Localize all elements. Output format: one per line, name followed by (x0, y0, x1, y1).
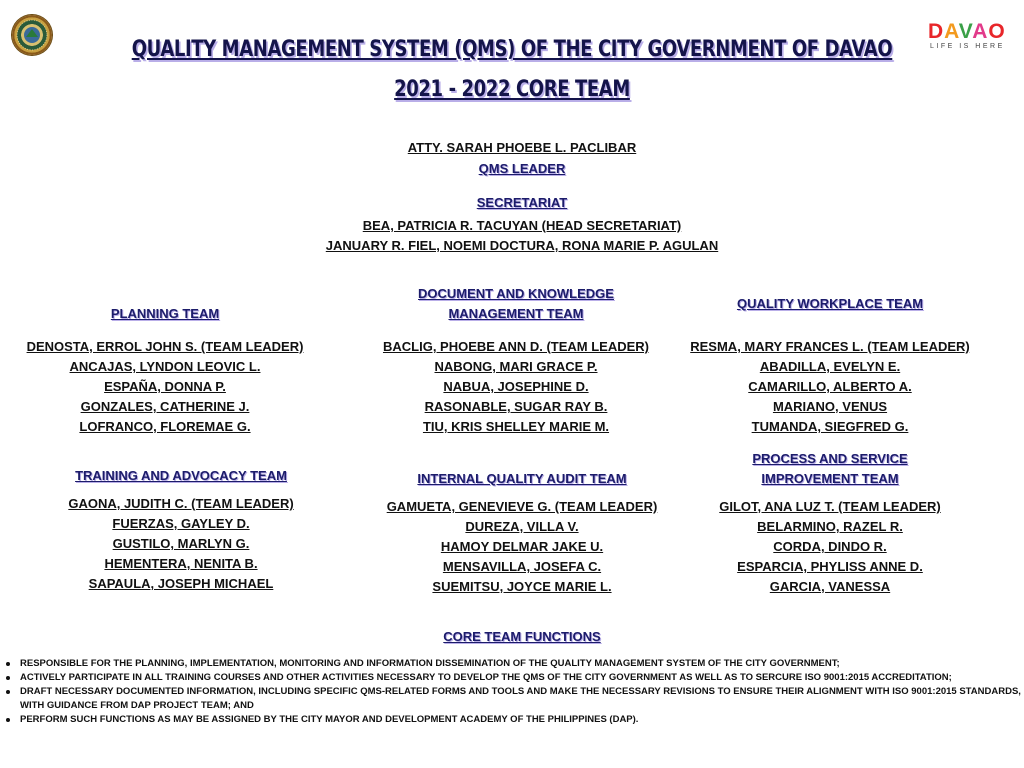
team-member: GILOT, ANA LUZ T. (TEAM LEADER) (719, 499, 941, 514)
function-text: RESPONSIBLE FOR THE PLANNING, IMPLEMENTATION, MONITORING AND INFORMATION DISSEMINATION OF THE QUALITY MANAGEMENT SYSTEM OF THE CITY GOVERNMENT; (20, 658, 840, 669)
team-member: HAMOY DELMAR JAKE U. (440, 539, 604, 554)
team-member: ABADILLA, EVELYN E. (759, 359, 901, 374)
secretariat-line-2: JANUARY R. FIEL, NOEMI DOCTURA, RONA MARIE P. AGULAN (325, 238, 719, 253)
team-heading: TRAINING AND ADVOCACY TEAM (75, 468, 287, 483)
quality-workplace-team (660, 294, 1000, 437)
team-heading: MANAGEMENT TEAM (448, 306, 584, 321)
bullet-icon (6, 690, 10, 694)
team-member: NABUA, JOSEPHINE D. (443, 379, 589, 394)
team-member: LOFRANCO, FLOREMAE G. (79, 419, 251, 434)
list-item (20, 657, 1024, 671)
team-member: DENOSTA, ERROL JOHN S. (TEAM LEADER) (26, 339, 304, 354)
secretariat-line-1: BEA, PATRICIA R. TACUYAN (HEAD SECRETARIAT) (362, 218, 682, 233)
bullet-icon (6, 718, 10, 722)
secretariat-heading: SECRETARIAT (476, 195, 568, 210)
logo-tagline: LIFE IS HERE (930, 43, 1005, 50)
bullet-icon (6, 676, 10, 680)
team-member: CORDA, DINDO R. (773, 539, 887, 554)
team-heading: PLANNING TEAM (110, 306, 220, 321)
team-member: RASONABLE, SUGAR RAY B. (424, 399, 608, 414)
qms-leader-name: ATTY. SARAH PHOEBE L. PACLIBAR (407, 140, 637, 155)
team-member: MARIANO, VENUS (772, 399, 888, 414)
team-member: ANCAJAS, LYNDON LEOVIC L. (69, 359, 261, 374)
team-heading: PROCESS AND SERVICE (752, 451, 908, 466)
team-member: MENSAVILLA, JOSEFA C. (442, 559, 602, 574)
functions-heading: CORE TEAM FUNCTIONS (443, 629, 601, 644)
team-member: TIU, KRIS SHELLEY MARIE M. (422, 419, 610, 434)
team-member: BACLIG, PHOEBE ANN D. (TEAM LEADER) (382, 339, 650, 354)
training-advocacy-team (11, 466, 351, 594)
team-member: CAMARILLO, ALBERTO A. (748, 379, 912, 394)
team-heading: IMPROVEMENT TEAM (761, 471, 899, 486)
logo-wordmark: DAVAO (928, 20, 1006, 43)
document-knowledge-team (346, 284, 686, 437)
team-member: ESPARCIA, PHYLISS ANNE D. (737, 559, 923, 574)
process-service-improvement-team (660, 449, 1000, 597)
team-member: SAPAULA, JOSEPH MICHAEL (88, 576, 274, 591)
list-item (20, 671, 1024, 685)
team-heading: INTERNAL QUALITY AUDIT TEAM (417, 471, 627, 486)
function-text: ACTIVELY PARTICIPATE IN ALL TRAINING COURSES AND OTHER ACTIVITIES NECESSARY TO DEVELOP THE QMS OF THE CITY GOVERNMENT AS WELL AS TO SERCURE ISO 9001:2015 ACCREDITATION; (20, 672, 952, 683)
list-item (20, 713, 1024, 727)
team-member: ESPAÑA, DONNA P. (104, 379, 226, 394)
team-member: FUERZAS, GAYLEY D. (112, 516, 250, 531)
bullet-icon (6, 662, 10, 666)
functions-list (6, 657, 1024, 727)
team-member: GARCIA, VANESSA (769, 579, 891, 594)
team-member: GUSTILO, MARLYN G. (112, 536, 250, 551)
planning-team (0, 304, 335, 437)
team-member: GAONA, JUDITH C. (TEAM LEADER) (68, 496, 294, 511)
team-member: BELARMINO, RAZEL R. (757, 519, 903, 534)
team-member: GONZALES, CATHERINE J. (80, 399, 250, 414)
team-member: RESMA, MARY FRANCES L. (TEAM LEADER) (690, 339, 970, 354)
davao-brand-logo (928, 21, 1014, 55)
list-item (20, 685, 1024, 713)
team-member: GAMUETA, GENEVIEVE G. (TEAM LEADER) (386, 499, 658, 514)
team-member: SUEMITSU, JOYCE MARIE L. (432, 579, 612, 594)
team-heading: DOCUMENT AND KNOWLEDGE (418, 286, 614, 301)
page-subtitle: 2021 - 2022 CORE TEAM (394, 77, 630, 102)
internal-quality-audit-team (352, 469, 692, 597)
function-text: DRAFT NECESSARY DOCUMENTED INFORMATION, INCLUDING SPECIFIC QMS-RELATED FORMS AND TOOLS AND MAKE THE NECESSARY REVISIONS TO ENSURE THEIR ALIGNMENT WITH ISO 9001:2015 STANDARDS, WITH GUIDANCE FROM DAP PROJECT TEAM; AND (20, 686, 1021, 711)
team-member: TUMANDA, SIEGFRED G. (751, 419, 909, 434)
team-heading: QUALITY WORKPLACE TEAM (736, 296, 924, 311)
team-member: DUREZA, VILLA V. (465, 519, 579, 534)
page-title: QUALITY MANAGEMENT SYSTEM (QMS) OF THE CITY GOVERNMENT OF DAVAO (131, 37, 893, 62)
seal-emblem-icon (12, 15, 52, 55)
qms-leader-title: QMS LEADER (478, 161, 566, 176)
team-member: NABONG, MARI GRACE P. (434, 359, 598, 374)
city-seal-logo (12, 15, 52, 55)
team-member: HEMENTERA, NENITA B. (104, 556, 258, 571)
function-text: PERFORM SUCH FUNCTIONS AS MAY BE ASSIGNED BY THE CITY MAYOR AND DEVELOPMENT ACADEMY OF THE PHILIPPINES (DAP). (20, 714, 639, 725)
